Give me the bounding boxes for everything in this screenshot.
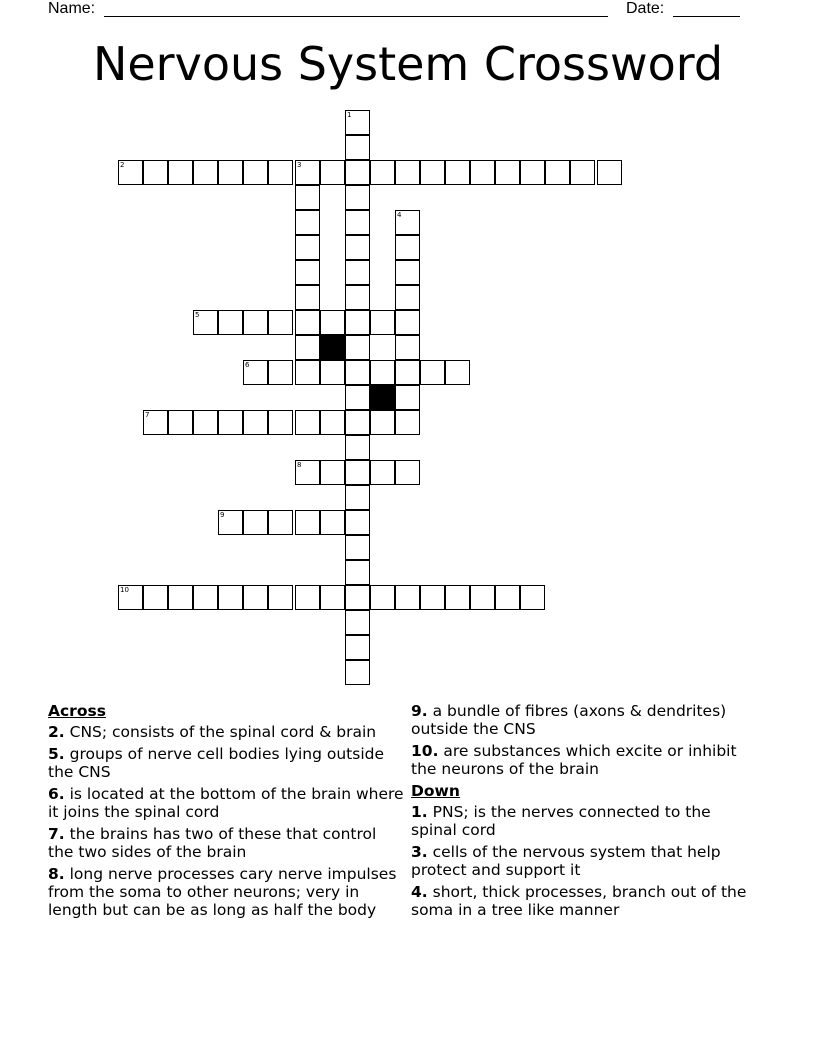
crossword-cell[interactable]: [345, 485, 370, 510]
crossword-cell[interactable]: [143, 410, 168, 435]
crossword-cell[interactable]: [268, 310, 293, 335]
crossword-cell[interactable]: [345, 110, 370, 135]
crossword-cell[interactable]: [370, 585, 395, 610]
clue-number-label: 8: [297, 461, 302, 469]
crossword-cell[interactable]: [345, 210, 370, 235]
crossword-cell[interactable]: [495, 585, 520, 610]
clue-number: 2.: [48, 723, 65, 741]
crossword-cell[interactable]: [395, 410, 420, 435]
crossword-black-cell: [370, 385, 395, 410]
crossword-cell[interactable]: [268, 360, 293, 385]
crossword-cell[interactable]: [395, 585, 420, 610]
crossword-cell[interactable]: [445, 585, 470, 610]
clue-text: PNS; is the nerves connected to the spinal cord: [411, 803, 711, 839]
clue-across-9: [411, 702, 761, 738]
clue-number-label: 4: [397, 211, 402, 219]
clue-number-label: 2: [120, 161, 125, 169]
clue-number: 3.: [411, 843, 428, 861]
crossword-cell[interactable]: [143, 160, 168, 185]
crossword-cell[interactable]: [118, 160, 143, 185]
crossword-cell[interactable]: [168, 585, 193, 610]
crossword-cell[interactable]: [395, 360, 420, 385]
crossword-cell[interactable]: [597, 160, 622, 185]
crossword-cell[interactable]: [243, 410, 268, 435]
crossword-cell[interactable]: [345, 260, 370, 285]
crossword-cell[interactable]: [345, 460, 370, 485]
crossword-cell[interactable]: [370, 460, 395, 485]
crossword-cell[interactable]: [295, 210, 320, 235]
clue-number: 5.: [48, 745, 65, 763]
crossword-cell[interactable]: [168, 410, 193, 435]
crossword-cell[interactable]: [193, 585, 218, 610]
crossword-cell[interactable]: [143, 585, 168, 610]
crossword-cell[interactable]: [193, 310, 218, 335]
crossword-cell[interactable]: [445, 160, 470, 185]
crossword-cell[interactable]: [218, 410, 243, 435]
crossword-cell[interactable]: [295, 360, 320, 385]
clue-text: short, thick processes, branch out of the soma in a tree like manner: [411, 883, 747, 919]
crossword-cell[interactable]: [395, 460, 420, 485]
crossword-cell[interactable]: [320, 160, 345, 185]
crossword-cell[interactable]: [570, 160, 595, 185]
clue-across-8: [48, 865, 404, 919]
crossword-cell[interactable]: [470, 160, 495, 185]
clue-down-4: [411, 883, 761, 919]
clue-number-label: 9: [220, 511, 225, 519]
clue-across-2: [48, 723, 404, 741]
crossword-cell[interactable]: [395, 385, 420, 410]
crossword-cell[interactable]: [320, 460, 345, 485]
clue-text: long nerve processes cary nerve impulses from the soma to other neurons; very in length but can be as long as half the body: [48, 865, 397, 919]
clue-number: 9.: [411, 702, 428, 720]
crossword-cell[interactable]: [295, 160, 320, 185]
crossword-cell[interactable]: [345, 585, 370, 610]
crossword-cell[interactable]: [345, 560, 370, 585]
crossword-cell[interactable]: [395, 210, 420, 235]
clue-number-label: 5: [195, 311, 200, 319]
crossword-cell[interactable]: [345, 610, 370, 635]
crossword-cell[interactable]: [345, 660, 370, 685]
clue-across-10: [411, 742, 761, 778]
crossword-cell[interactable]: [445, 360, 470, 385]
crossword-cell[interactable]: [345, 360, 370, 385]
date-label: Date:: [626, 0, 665, 17]
crossword-cell[interactable]: [345, 385, 370, 410]
clue-text: cells of the nervous system that help protect and support it: [411, 843, 721, 879]
crossword-cell[interactable]: [320, 310, 345, 335]
crossword-cell[interactable]: [370, 310, 395, 335]
crossword-cell[interactable]: [345, 535, 370, 560]
crossword-cell[interactable]: [395, 235, 420, 260]
crossword-cell[interactable]: [420, 585, 445, 610]
crossword-cell[interactable]: [345, 335, 370, 360]
clue-across-6: [48, 785, 404, 821]
crossword-cell[interactable]: [320, 510, 345, 535]
page-title: Nervous System Crossword: [92, 37, 724, 91]
crossword-cell[interactable]: [395, 285, 420, 310]
crossword-cell[interactable]: [345, 310, 370, 335]
crossword-cell[interactable]: [218, 160, 243, 185]
crossword-cell[interactable]: [370, 360, 395, 385]
clue-number: 10.: [411, 742, 439, 760]
clue-text: is located at the bottom of the brain where it joins the spinal cord: [48, 785, 404, 821]
crossword-cell[interactable]: [520, 585, 545, 610]
crossword-cell[interactable]: [218, 510, 243, 535]
crossword-cell[interactable]: [295, 410, 320, 435]
crossword-cell[interactable]: [320, 585, 345, 610]
across-heading: Across: [48, 702, 106, 720]
clue-number-label: 7: [145, 411, 150, 419]
crossword-cell[interactable]: [295, 260, 320, 285]
crossword-cell[interactable]: [243, 310, 268, 335]
crossword-cell[interactable]: [420, 160, 445, 185]
crossword-cell[interactable]: [345, 235, 370, 260]
crossword-cell[interactable]: [345, 160, 370, 185]
crossword-cell[interactable]: [495, 160, 520, 185]
crossword-cell[interactable]: [295, 585, 320, 610]
clue-number: 1.: [411, 803, 428, 821]
crossword-cell[interactable]: [243, 510, 268, 535]
clue-down-1: [411, 803, 761, 839]
clue-text: a bundle of fibres (axons & dendrites) outside the CNS: [411, 702, 727, 738]
crossword-cell[interactable]: [395, 310, 420, 335]
crossword-black-cell: [320, 335, 345, 360]
crossword-cell[interactable]: [345, 285, 370, 310]
crossword-cell[interactable]: [243, 585, 268, 610]
crossword-cell[interactable]: [295, 185, 320, 210]
crossword-cell[interactable]: [243, 360, 268, 385]
crossword-cell[interactable]: [420, 360, 445, 385]
clue-number-label: 10: [120, 586, 129, 594]
clue-text: are substances which excite or inhibit the neurons of the brain: [411, 742, 737, 778]
clue-number: 8.: [48, 865, 65, 883]
crossword-cell[interactable]: [370, 410, 395, 435]
crossword-cell[interactable]: [193, 410, 218, 435]
clue-across-7: [48, 825, 404, 861]
clue-number: 4.: [411, 883, 428, 901]
clue-across-5: [48, 745, 404, 781]
crossword-cell[interactable]: [243, 160, 268, 185]
crossword-cell[interactable]: [395, 260, 420, 285]
clue-text: the brains has two of these that control the two sides of the brain: [48, 825, 377, 861]
crossword-cell[interactable]: [295, 285, 320, 310]
clue-number-label: 1: [347, 111, 352, 119]
crossword-cell[interactable]: [345, 510, 370, 535]
crossword-cell[interactable]: [295, 310, 320, 335]
crossword-cell[interactable]: [320, 360, 345, 385]
crossword-cell[interactable]: [218, 585, 243, 610]
clue-number-label: 3: [297, 161, 302, 169]
crossword-cell[interactable]: [345, 635, 370, 660]
clue-number: 6.: [48, 785, 65, 803]
crossword-cell[interactable]: [345, 410, 370, 435]
crossword-cell[interactable]: [395, 335, 420, 360]
clue-down-3: [411, 843, 761, 879]
crossword-cell[interactable]: [320, 410, 345, 435]
clue-number: 7.: [48, 825, 65, 843]
crossword-cell[interactable]: [168, 160, 193, 185]
clue-number-label: 6: [245, 361, 250, 369]
crossword-cell[interactable]: [520, 160, 545, 185]
crossword-cell[interactable]: [345, 135, 370, 160]
crossword-cell[interactable]: [470, 585, 495, 610]
crossword-cell[interactable]: [395, 160, 420, 185]
crossword-cell[interactable]: [218, 310, 243, 335]
clues-right-column: [411, 702, 761, 923]
crossword-cell[interactable]: [295, 510, 320, 535]
crossword-cell[interactable]: [345, 185, 370, 210]
down-heading: Down: [411, 782, 460, 800]
crossword-cell[interactable]: [193, 160, 218, 185]
crossword-cell[interactable]: [268, 160, 293, 185]
crossword-cell[interactable]: [268, 410, 293, 435]
crossword-cell[interactable]: [295, 335, 320, 360]
crossword-cell[interactable]: [295, 460, 320, 485]
crossword-cell[interactable]: [118, 585, 143, 610]
clue-text: groups of nerve cell bodies lying outside the CNS: [48, 745, 384, 781]
clues-left-column: [48, 702, 404, 923]
crossword-cell[interactable]: [268, 510, 293, 535]
crossword-cell[interactable]: [268, 585, 293, 610]
crossword-cell[interactable]: [370, 160, 395, 185]
crossword-cell[interactable]: [295, 235, 320, 260]
clue-text: CNS; consists of the spinal cord & brain: [69, 723, 377, 741]
crossword-cell[interactable]: [545, 160, 570, 185]
name-label: Name:: [48, 0, 96, 17]
crossword-cell[interactable]: [345, 435, 370, 460]
